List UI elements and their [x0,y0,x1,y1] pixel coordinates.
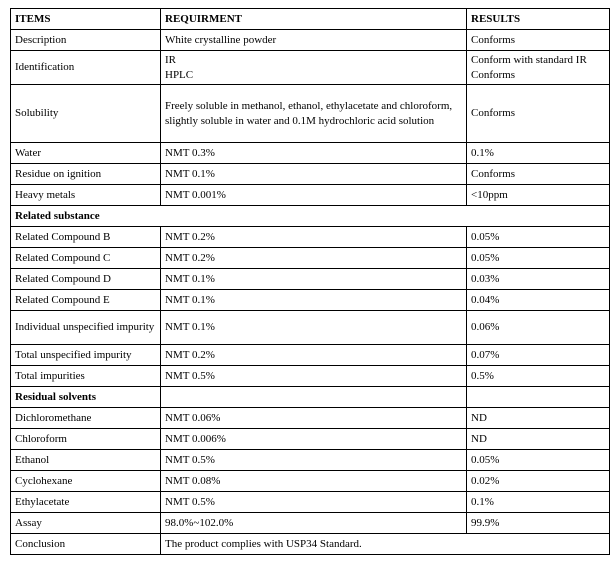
requirement-line: HPLC [165,68,194,81]
table-row [11,408,610,429]
header-items: ITEMS [11,9,161,30]
result-cell: 0.06% [467,311,610,345]
item-cell: Assay [11,513,161,534]
result-cell: 0.1% [467,143,610,164]
item-cell: Individual unspecified impurity [11,311,161,345]
table-row [11,269,610,290]
table-row [11,51,610,85]
requirement-cell: NMT 0.006% [161,429,467,450]
item-cell: Related Compound C [11,248,161,269]
table-row [11,185,610,206]
result-cell: Conforms [467,85,610,143]
item-cell: Related Compound D [11,269,161,290]
requirement-cell: NMT 0.5% [161,366,467,387]
requirement-line: IR [165,53,176,66]
table-row [11,345,610,366]
table-row [11,429,610,450]
item-cell: Related Compound B [11,227,161,248]
requirement-cell: NMT 0.1% [161,269,467,290]
result-cell: 0.5% [467,366,610,387]
section-row [11,387,610,408]
requirement-cell: NMT 0.5% [161,492,467,513]
requirement-cell: NMT 0.1% [161,311,467,345]
requirement-cell: NMT 0.001% [161,185,467,206]
header-requirement: REQUIRMENT [161,9,467,30]
result-cell: 0.1% [467,492,610,513]
requirement-cell: NMT 0.06% [161,408,467,429]
table-row [11,513,610,534]
item-cell: Residue on ignition [11,164,161,185]
item-cell: Ethanol [11,450,161,471]
header-row [11,9,610,30]
result-cell: 0.05% [467,227,610,248]
result-cell: Conforms [467,164,610,185]
item-cell: Dichloromethane [11,408,161,429]
result-cell: Conforms [467,30,610,51]
result-cell: ND [467,429,610,450]
table-row [11,30,610,51]
requirement-cell: NMT 0.3% [161,143,467,164]
requirement-cell: NMT 0.2% [161,345,467,366]
result-cell: 0.05% [467,248,610,269]
requirement-cell: NMT 0.5% [161,450,467,471]
requirement-cell: 98.0%~102.0% [161,513,467,534]
empty-cell [161,387,467,408]
result-cell: 0.04% [467,290,610,311]
table-row [11,534,610,555]
table-row [11,492,610,513]
table-row [11,450,610,471]
item-cell: Total impurities [11,366,161,387]
empty-cell [467,387,610,408]
item-cell: Water [11,143,161,164]
requirement-cell: NMT 0.2% [161,227,467,248]
result-cell: <10ppm [467,185,610,206]
requirement-cell: Freely soluble in methanol, ethanol, ethylacetate and chloroform, slightly soluble in water and 0.1M hydrochloric acid solution [161,85,467,143]
table-row [11,164,610,185]
item-cell: Ethylacetate [11,492,161,513]
item-cell: Cyclohexane [11,471,161,492]
requirement-cell [161,51,467,85]
table-row [11,366,610,387]
result-cell: 0.07% [467,345,610,366]
item-cell: Related Compound E [11,290,161,311]
result-line: Conform with standard IR [471,53,587,66]
specification-table [10,8,610,555]
table-row [11,311,610,345]
result-cell: 0.02% [467,471,610,492]
item-cell: Identification [11,51,161,85]
result-cell: 0.03% [467,269,610,290]
section-heading-residual-solvents: Residual solvents [11,387,161,408]
section-heading-related-substance: Related substance [11,206,610,227]
item-cell: Solubility [11,85,161,143]
result-cell [467,51,610,85]
item-cell: Chloroform [11,429,161,450]
conclusion-text: The product complies with USP34 Standard. [161,534,610,555]
requirement-cell: White crystalline powder [161,30,467,51]
item-cell: Conclusion [11,534,161,555]
table-row [11,290,610,311]
table-row [11,85,610,143]
item-cell: Total unspecified impurity [11,345,161,366]
result-cell: 0.05% [467,450,610,471]
table-row [11,143,610,164]
requirement-cell: NMT 0.1% [161,290,467,311]
result-cell: 99.9% [467,513,610,534]
requirement-cell: NMT 0.1% [161,164,467,185]
result-line: Conforms [471,68,515,81]
result-cell: ND [467,408,610,429]
section-row [11,206,610,227]
item-cell: Description [11,30,161,51]
table-row [11,471,610,492]
requirement-cell: NMT 0.08% [161,471,467,492]
item-cell: Heavy metals [11,185,161,206]
table-row [11,227,610,248]
header-results: RESULTS [467,9,610,30]
requirement-cell: NMT 0.2% [161,248,467,269]
table-row [11,248,610,269]
